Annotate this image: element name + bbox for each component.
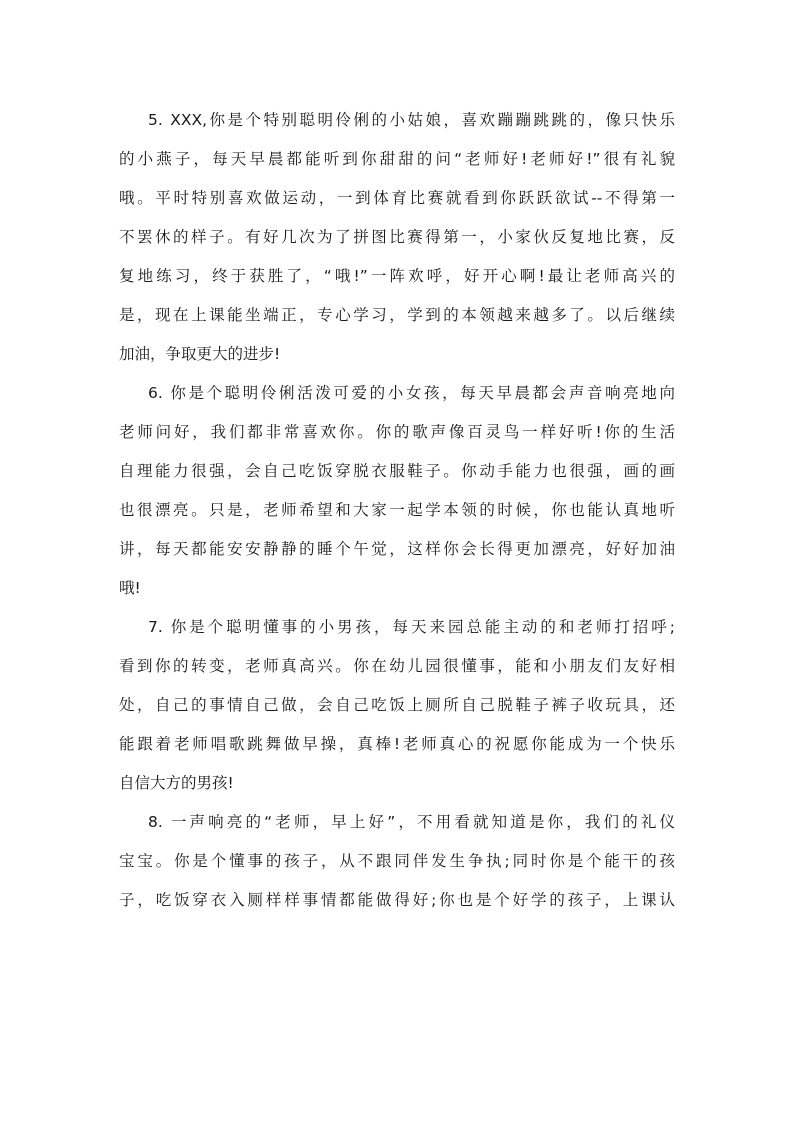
paragraph-7-line: 自信大方的男孩! — [119, 774, 234, 792]
paragraph-5-line: 的小燕子，每天早晨都能听到你甜甜的问“老师好!老师好!”很有礼貌 — [119, 150, 675, 168]
paragraph-6-line: 讲，每天都能安安静静的睡个午觉，这样你会长得更加漂亮，好好加油 — [119, 540, 675, 558]
paragraph-5-line: 哦。平时特别喜欢做运动，一到体育比赛就看到你跃跃欲试--不得第一 — [119, 189, 675, 207]
paragraph-6-line: 老师问好，我们都非常喜欢你。你的歌声像百灵鸟一样好听!你的生活 — [119, 423, 675, 441]
paragraph-6-line: 哦! — [119, 579, 141, 597]
paragraph-7-line: 看到你的转变，老师真高兴。你在幼儿园很懂事，能和小朋友们友好相 — [119, 657, 675, 675]
paragraph-6-line: 6. 你是个聪明伶俐活泼可爱的小女孩，每天早晨都会声音响亮地向 — [148, 384, 675, 402]
paragraph-6-line: 自理能力很强，会自己吃饭穿脱衣服鞋子。你动手能力也很强，画的画 — [119, 462, 675, 480]
paragraph-5-line: 不罢休的样子。有好几次为了拼图比赛得第一，小家伙反复地比赛，反 — [119, 228, 675, 246]
paragraph-5-line: 复地练习，终于获胜了，“哦!”一阵欢呼，好开心啊!最让老师高兴的 — [119, 267, 675, 285]
paragraph-5-line: 是，现在上课能坐端正，专心学习，学到的本领越来越多了。以后继续 — [119, 306, 675, 324]
paragraph-7-line: 处，自己的事情自己做，会自己吃饭上厕所自己脱鞋子裤子收玩具，还 — [119, 696, 675, 714]
paragraph-8-line: 子，吃饭穿衣入厕样样事情都能做得好;你也是个好学的孩子，上课认 — [119, 891, 675, 909]
paragraph-5-line: 5. XXX,你是个特别聪明伶俐的小姑娘，喜欢蹦蹦跳跳的，像只快乐 — [148, 111, 675, 129]
paragraph-7-line: 7. 你是个聪明懂事的小男孩，每天来园总能主动的和老师打招呼; — [148, 618, 675, 636]
paragraph-8-line: 8. 一声响亮的“老师，早上好”，不用看就知道是你，我们的礼仪 — [148, 813, 675, 831]
paragraph-5-line: 加油，争取更大的进步! — [119, 345, 281, 363]
paragraph-7-line: 能跟着老师唱歌跳舞做早操，真棒!老师真心的祝愿你能成为一个快乐 — [119, 735, 675, 753]
paragraph-6-line: 也很漂亮。只是，老师希望和大家一起学本领的时候，你也能认真地听 — [119, 501, 675, 519]
paragraph-8-line: 宝宝。你是个懂事的孩子，从不跟同伴发生争执;同时你是个能干的孩 — [119, 852, 675, 870]
